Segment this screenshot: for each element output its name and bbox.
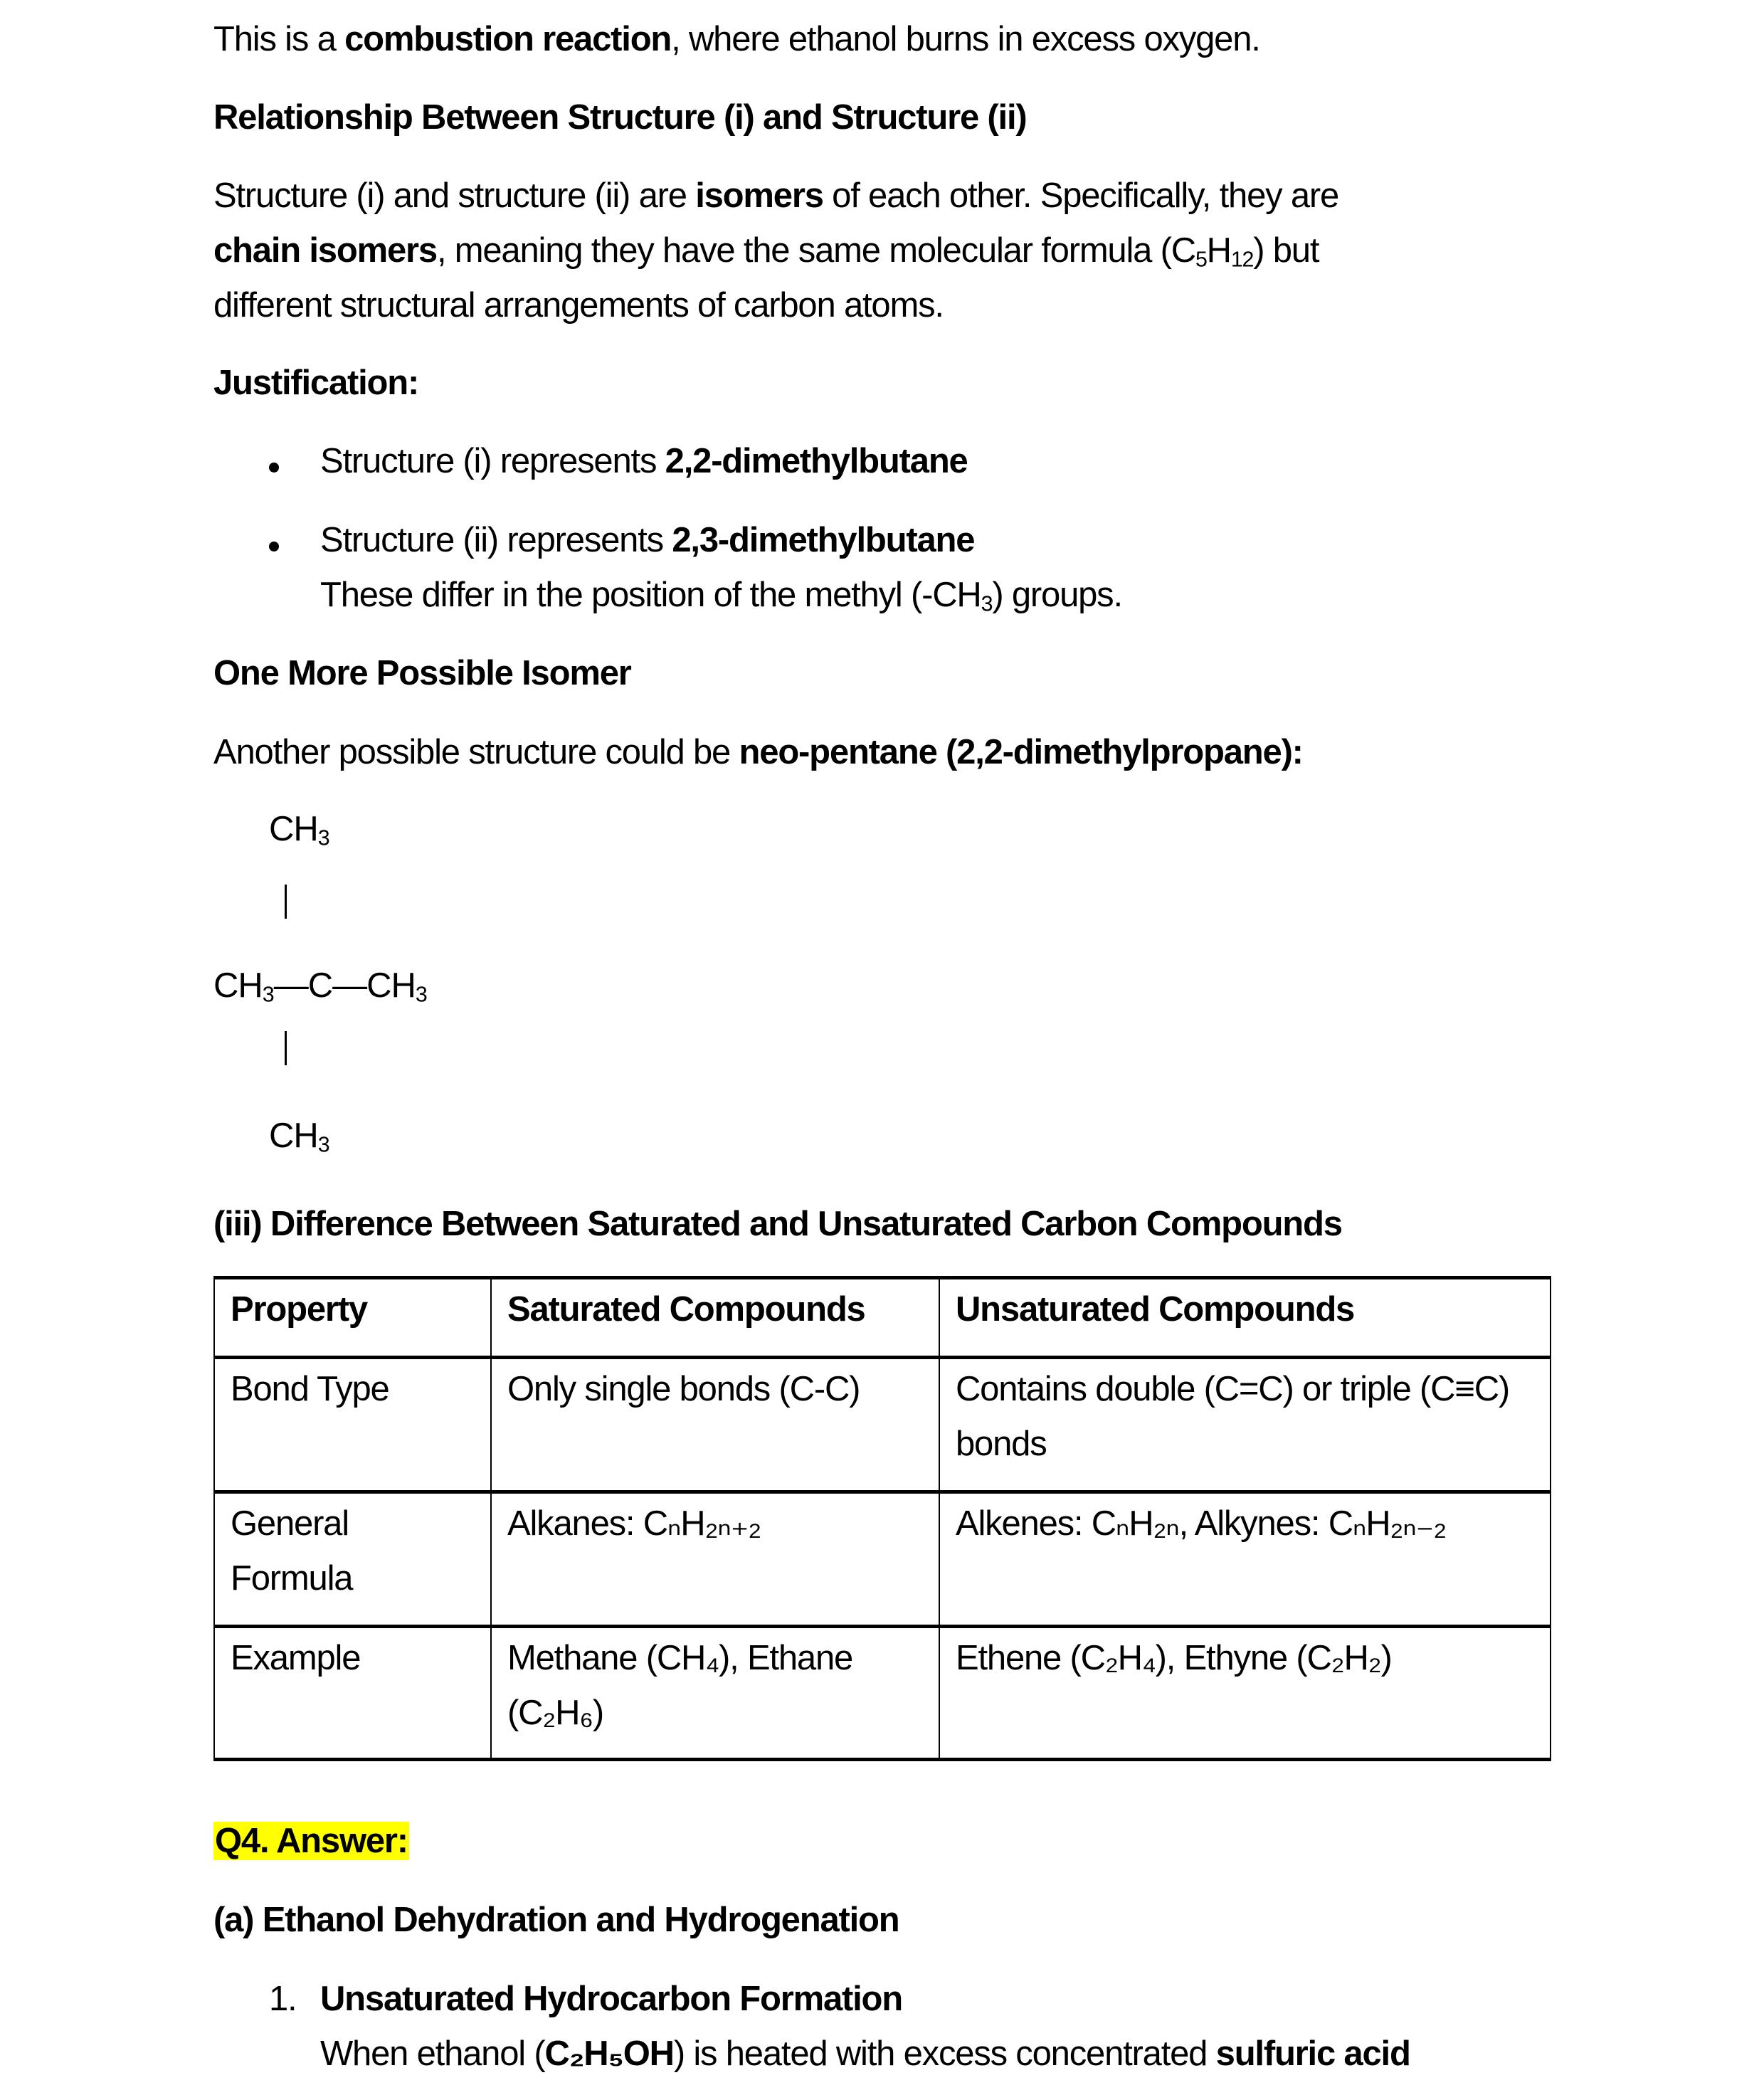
cell-unsaturated: Alkenes: CₙH₂ₙ, Alkynes: CₙH₂ₙ₋₂ [939,1492,1551,1627]
bold-text: isomers [695,176,823,215]
text: , meaning they have the same molecular formula (C [436,231,1195,270]
q4-item-title: Unsaturated Hydrocarbon Formation [320,1980,902,2018]
bold-text: C₂H₅OH [544,2034,674,2073]
cell-property: Example [214,1627,491,1760]
justification-item-1 [320,440,968,482]
text: CH [213,966,263,1005]
intro-paragraph [213,18,1260,60]
subscript: 5 [1195,247,1207,272]
cell-unsaturated: Contains double (C=C) or triple (C≡C) bonds [939,1358,1551,1492]
vertical-bond-bottom [285,1031,287,1065]
bold-text: 2,3-dimethylbutane [672,521,975,559]
text: Structure (ii) represents [320,521,672,559]
subscript: 3 [317,1132,329,1157]
q4-item-number: 1. [269,1980,297,2018]
structure-middle-chain [213,966,427,1006]
table-row [214,1358,1551,1492]
text: C [307,966,333,1005]
table-header-row [214,1278,1551,1358]
intro-bold: combustion reaction [344,20,672,58]
subscript: 3 [415,982,427,1007]
bold-text: 2,2-dimethylbutane [665,442,968,480]
text: These differ in the position of the methyl (-CH [320,576,981,614]
column-header-unsaturated: Unsaturated Compounds [939,1278,1551,1358]
relationship-paragraph-line3: different structural arrangements of carbon atoms. [213,286,944,324]
cell-unsaturated: Ethene (C₂H₄), Ethyne (C₂H₂) [939,1627,1551,1760]
justification-heading: Justification: [213,364,419,402]
text: ) but [1253,231,1319,270]
bond: — [332,966,367,1005]
comparison-table [213,1276,1551,1761]
structure-top-group [269,809,329,849]
intro-text-end: , where ethanol burns in excess oxygen. [671,20,1260,58]
cell-saturated: Only single bonds (C-C) [491,1358,939,1492]
cell-property: Bond Type [214,1358,491,1492]
difference-heading: (iii) Difference Between Saturated and Unsaturated Carbon Compounds [213,1205,1342,1243]
cell-property: General Formula [214,1492,491,1627]
text: of each other. Specifically, they are [823,176,1339,215]
structure-bottom-group [269,1116,329,1156]
justification-item-2 [320,519,974,561]
text: H [1206,231,1231,270]
text: CH [269,1117,318,1155]
q4-subheading: (a) Ethanol Dehydration and Hydrogenation [213,1901,899,1939]
cell-saturated: Methane (CH₄), Ethane (C₂H₆) [491,1627,939,1760]
relationship-heading: Relationship Between Structure (i) and Structure (ii) [213,98,1027,137]
justification-note [320,574,1122,616]
table-row [214,1492,1551,1627]
subscript: 3 [317,825,329,850]
text: ) groups. [992,576,1122,614]
relationship-paragraph-line2 [213,229,1319,272]
table-row [214,1627,1551,1760]
bullet-icon [269,542,279,551]
relationship-paragraph-line1 [213,174,1338,217]
bold-text: sulfuric acid [1215,2034,1410,2073]
highlighted-label: Q4. Answer: [215,1822,408,1860]
intro-text: This is a [213,20,345,58]
q4-label [213,1820,409,1862]
text: CH [269,810,318,848]
text: CH [366,966,416,1005]
cell-saturated: Alkanes: CₙH₂ₙ₊₂ [491,1492,939,1627]
column-header-saturated: Saturated Compounds [491,1278,939,1358]
q4-item-text [320,2032,1410,2075]
text: Structure (i) represents [320,442,665,480]
text: ) is heated with excess concentrated [673,2034,1216,2073]
bond: — [273,966,308,1005]
subscript: 12 [1230,247,1254,272]
subscript: 3 [981,591,993,616]
text: Another possible structure could be [213,733,739,771]
isomer-heading: One More Possible Isomer [213,654,631,692]
subscript: 3 [262,982,274,1007]
column-header-property: Property [214,1278,491,1358]
isomer-paragraph [213,731,1303,774]
bold-text: chain isomers [213,231,437,270]
text: Structure (i) and structure (ii) are [213,176,696,215]
bullet-icon [269,463,279,473]
vertical-bond-top [285,885,287,919]
bold-text: neo-pentane (2,2-dimethylpropane): [739,733,1303,771]
text: When ethanol ( [320,2034,545,2073]
